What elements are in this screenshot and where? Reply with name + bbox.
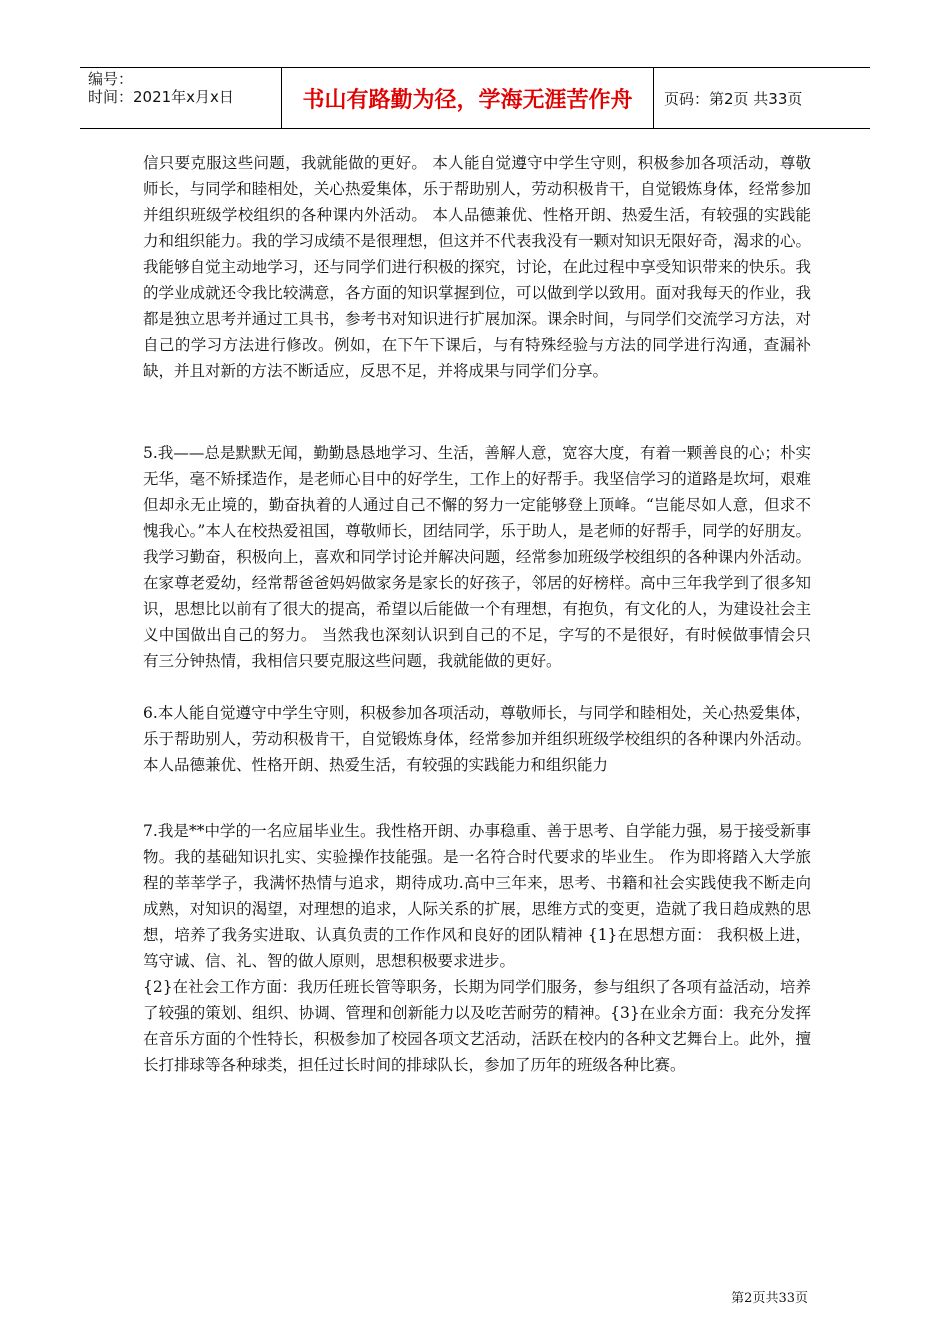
page-header — [80, 67, 870, 129]
paragraph: {2}在社会工作方面：我历任班长管等职务，长期为同学们服务，参与组织了各项有益活动，培养了较强的策划、组织、协调、管理和创新能力以及吃苦耐劳的精神。{3}在业余方面：我充分发挥在音乐方面的个性特长，积极参加了校园各项文艺活动，活跃在校内的各种文艺舞台上。此外，擅长打排球等各种球类，担任过长时间的排球队长，参加了历年的班级各种比赛。 — [143, 978, 811, 1074]
document-body — [143, 150, 811, 1078]
paragraph: 6.本人能自觉遵守中学生守则，积极参加各项活动，尊敬师长，与同学和睦相处，关心热爱集体，乐于帮助别人，劳动积极肯干，自觉锻炼身体，经常参加并组织班级学校组织的各种课内外活动。 本人品德兼优、性格开朗、热爱生活，有较强的实践能力和组织能力 — [143, 704, 811, 774]
date-line: 时间：2021年x月x日 — [88, 88, 234, 106]
paragraph: 信只要克服这些问题，我就能做的更好。 本人能自觉遵守中学生守则，积极参加各项活动，尊敬师长，与同学和睦相处，关心热爱集体，乐于帮助别人，劳动积极肯干，自觉锻炼身体，经常参加并组织班级学校组织的各种课内外活动。 本人品德兼优、性格开朗、热爱生活，有较强的实践能力和组织能力。我的学习成绩不是很理想，但这并不代表我没有一颗对知识无限好奇，渴求的心。我能够自觉主动地学习，还与同学们进行积极的探究，讨论，在此过程中享受知识带来的快乐。我的学业成就还令我比较满意，各方面的知识掌握到位，可以做到学以致用。面对我每天的作业，我都是独立思考并通过工具书，参考书对知识进行扩展加深。课余时间，与同学们交流学习方法，对自己的学习方法进行修改。例如，在下午下课后，与有特殊经验与方法的同学进行沟通，查漏补缺，并且对新的方法不断适应，反思不足，并将成果与同学们分享。 — [143, 154, 811, 380]
header-motto: 书山有路勤为径，学海无涯苦作舟 — [282, 68, 654, 128]
paragraph: 7.我是**中学的一名应届毕业生。我性格开朗、办事稳重、善于思考、自学能力强，易于接受新事物。我的基础知识扎实、实验操作技能强。是一名符合时代要求的毕业生。 作为即将踏入大学旅程的莘莘学子，我满怀热情与追求，期待成功.高中三年来，思考、书籍和社会实践使我不断走向成熟，对知识的渴望，对理想的追求，人际关系的扩展，思维方式的变更，造就了我日趋成熟的思想，培养了我务实进取、认真负责的工作作风和良好的团队精神 {1}在思想方面： 我积极上进，笃守诚、信、礼、智的做人原则，思想积极要求进步。 — [143, 822, 811, 970]
paragraph: 5.我——总是默默无闻，勤勤恳恳地学习、生活，善解人意，宽容大度，有着一颗善良的心；朴实无华，毫不矫揉造作，是老师心目中的好学生，工作上的好帮手。我坚信学习的道路是坎坷，艰难但却永无止境的，勤奋执着的人通过自己不懈的努力一定能够登上顶峰。“岂能尽如人意，但求不愧我心。”本人在校热爱祖国，尊敬师长，团结同学，乐于助人，是老师的好帮手，同学的好朋友。我学习勤奋，积极向上，喜欢和同学讨论并解决问题，经常参加班级学校组织的各种课内外活动。 在家尊老爱幼，经常帮爸爸妈妈做家务是家长的好孩子，邻居的好榜样。高中三年我学到了很多知识，思想比以前有了很大的提高，希望以后能做一个有理想，有抱负，有文化的人，为建设社会主义中国做出自己的努力。 当然我也深刻认识到自己的不足，字写的不是很好，有时候做事情会只有三分钟热情，我相信只要克服这些问题，我就能做的更好。 — [143, 444, 811, 670]
number-label: 编号： — [88, 70, 134, 88]
header-page-info: 页码：第2页 共33页 — [664, 89, 803, 108]
page-footer: 第2页共33页 — [731, 1291, 808, 1306]
header-meta — [80, 68, 282, 128]
